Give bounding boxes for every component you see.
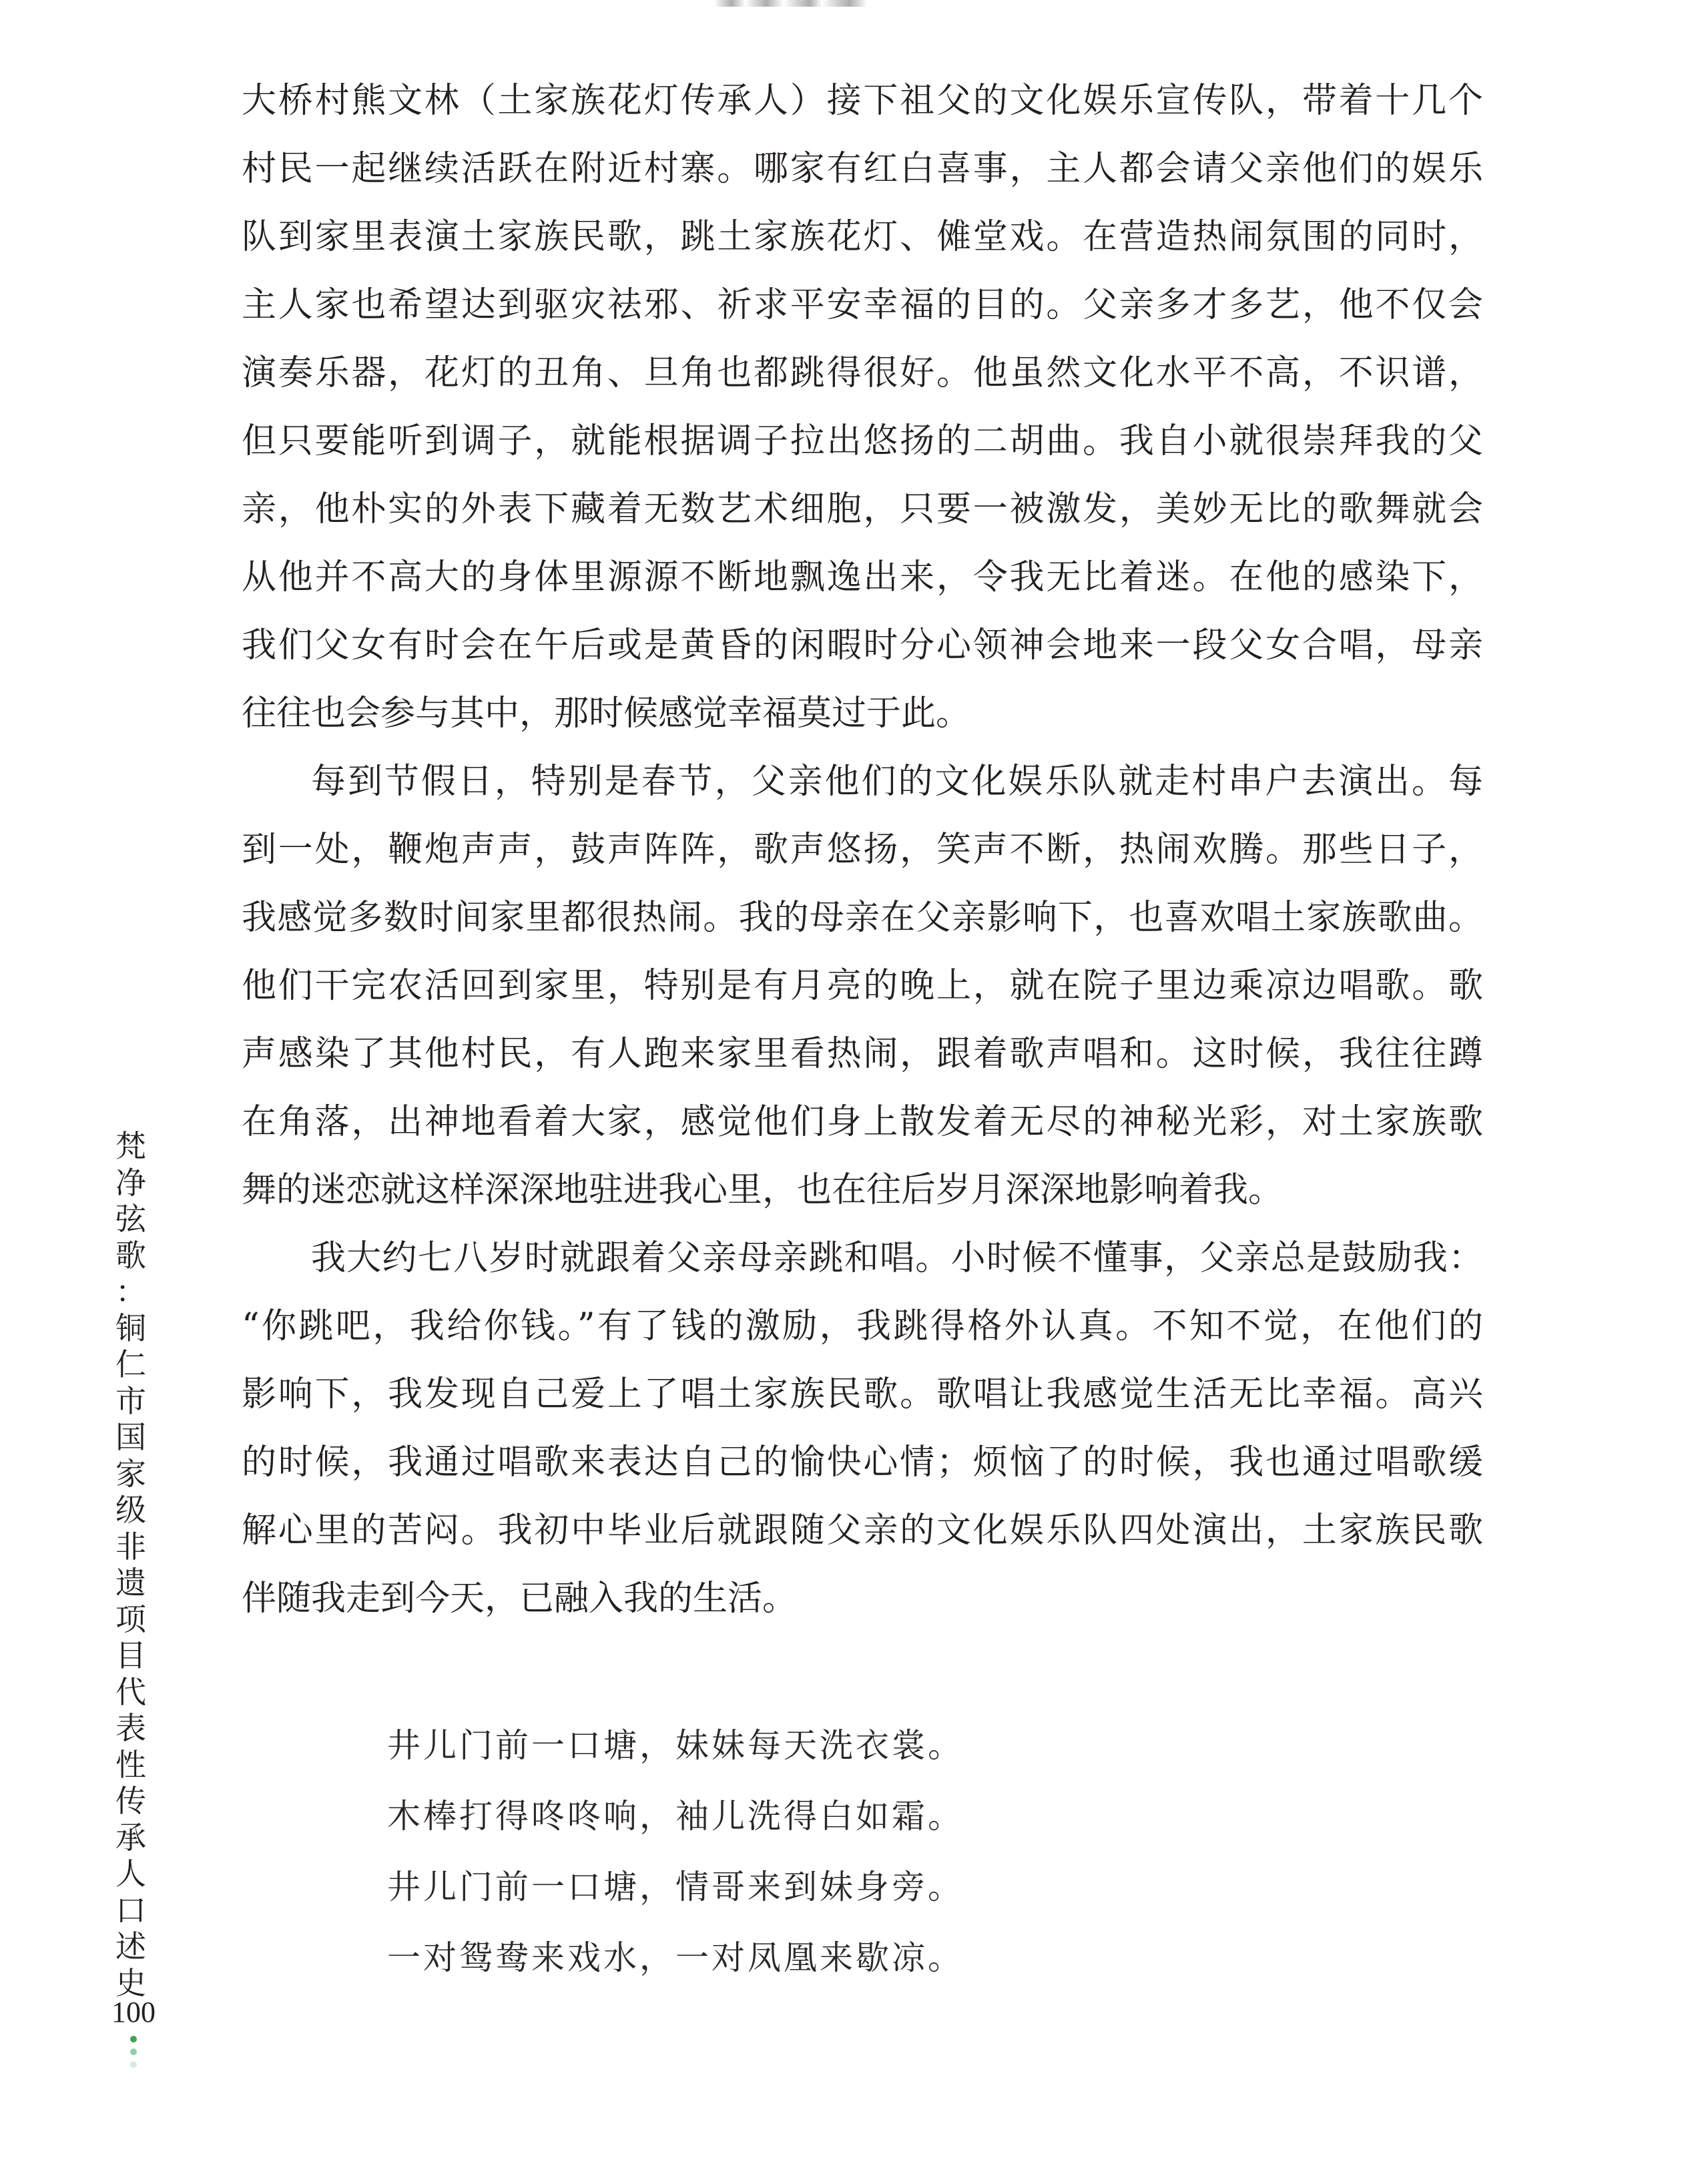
text-line: 伴随我走到今天，已融入我的生活。 (242, 1579, 798, 1619)
title-character: 项 (115, 1601, 146, 1637)
lyric-line: 一对鸳鸯来戏水，一对凤凰来歇凉。 (387, 1938, 964, 1977)
title-character: 梵 (115, 1128, 146, 1164)
paragraph-1 (242, 67, 1483, 748)
title-character: 净 (115, 1164, 146, 1201)
text-line: 在角落，出神地看着大家，感觉他们身上散发着无尽的神秘光彩，对土家族歌 (242, 1102, 1483, 1142)
lyric-line: 井儿门前一口塘，妹妹每天洗衣裳。 (387, 1726, 964, 1765)
title-character: 表 (115, 1710, 146, 1746)
title-character: 性 (115, 1746, 146, 1783)
text-line: 他们干完农活回到家里，特别是有月亮的晚上，就在院子里边乘凉边唱歌。歌 (242, 966, 1483, 1006)
title-character: 歌 (115, 1237, 146, 1274)
title-character: 史 (115, 1964, 146, 2001)
title-character: 级 (115, 1492, 146, 1528)
text-line: 但只要能听到调子，就能根据调子拉出悠扬的二胡曲。我自小就很崇拜我的父 (242, 421, 1483, 461)
lyric-line: 木棒打得咚咚响，袖儿洗得白如霜。 (387, 1797, 964, 1836)
title-character: 人 (115, 1856, 146, 1892)
title-character: 仁 (115, 1346, 146, 1382)
song-lyrics (387, 1710, 1388, 1993)
body-text (242, 67, 1483, 1633)
text-line: 往往也会参与其中，那时候感觉幸福莫过于此。 (242, 694, 971, 734)
text-line: 舞的迷恋就这样深深地驻进我心里，也在往后岁月深深地影响着我。 (242, 1170, 1284, 1210)
title-character: 述 (115, 1928, 146, 1964)
cropped-header-fragment (714, 0, 888, 7)
title-character: 非 (115, 1528, 146, 1565)
title-character: ： (115, 1274, 146, 1310)
text-line: 影响下，我发现自己爱上了唱土家族民歌。歌唱让我感觉生活无比幸福。高兴 (242, 1374, 1483, 1414)
title-character: 代 (115, 1673, 146, 1710)
paragraph-2 (242, 748, 1483, 1224)
text-line: 解心里的苦闷。我初中毕业后就跟随父亲的文化娱乐队四处演出，土家族民歌 (242, 1511, 1483, 1551)
text-line: 队到家里表演土家族民歌，跳土家族花灯、傩堂戏。在营造热闹氛围的同时， (242, 217, 1483, 257)
text-line: 大桥村熊文林（土家族花灯传承人）接下祖父的文化娱乐宣传队，带着十几个 (242, 81, 1483, 121)
ornament-dot (130, 2049, 137, 2055)
lyric-line: 井儿门前一口塘，情哥来到妹身旁。 (387, 1868, 964, 1906)
title-character: 铜 (115, 1310, 146, 1346)
title-character: 遗 (115, 1565, 146, 1601)
text-line: 每到节假日，特别是春节，父亲他们的文化娱乐队就走村串户去演出。每 (311, 762, 1483, 802)
title-character: 弦 (115, 1201, 146, 1237)
running-book-title (111, 1128, 151, 2001)
text-line: 我大约七八岁时就跟着父亲母亲跳和唱。小时候不懂事，父亲总是鼓励我： (311, 1238, 1483, 1278)
text-line: 到一处，鞭炮声声，鼓声阵阵，歌声悠扬，笑声不断，热闹欢腾。那些日子， (242, 830, 1483, 870)
title-character: 国 (115, 1419, 146, 1455)
title-character: 市 (115, 1382, 146, 1419)
text-line: 演奏乐器，花灯的丑角、旦角也都跳得很好。他虽然文化水平不高，不识谱， (242, 353, 1483, 393)
text-line: “你跳吧，我给你钱。”有了钱的激励，我跳得格外认真。不知不觉，在他们的 (242, 1306, 1483, 1346)
ornament-dot (130, 2061, 137, 2068)
page-number: 100 (111, 1996, 156, 2028)
text-line: 村民一起继续活跃在附近村寨。哪家有红白喜事，主人都会请父亲他们的娱乐 (242, 149, 1483, 189)
text-line: 从他并不高大的身体里源源不断地飘逸出来，令我无比着迷。在他的感染下， (242, 557, 1483, 597)
title-character: 口 (115, 1892, 146, 1928)
paragraph-3 (242, 1224, 1483, 1633)
title-character: 目 (115, 1637, 146, 1673)
text-line: 主人家也希望达到驱灾祛邪、祈求平安幸福的目的。父亲多才多艺，他不仅会 (242, 285, 1483, 325)
text-line: 声感染了其他村民，有人跑来家里看热闹，跟着歌声唱和。这时候，我往往蹲 (242, 1034, 1483, 1074)
page-number-ornament (128, 2036, 139, 2074)
ornament-dot (130, 2036, 137, 2042)
text-line: 亲，他朴实的外表下藏着无数艺术细胞，只要一被激发，美妙无比的歌舞就会 (242, 489, 1483, 529)
text-line: 的时候，我通过唱歌来表达自己的愉快心情；烦恼了的时候，我也通过唱歌缓 (242, 1442, 1483, 1482)
text-line: 我感觉多数时间家里都很热闹。我的母亲在父亲影响下，也喜欢唱土家族歌曲。 (242, 898, 1483, 938)
title-character: 传 (115, 1783, 146, 1819)
title-character: 承 (115, 1819, 146, 1856)
title-character: 家 (115, 1455, 146, 1492)
text-line: 我们父女有时会在午后或是黄昏的闲暇时分心领神会地来一段父女合唱，母亲 (242, 625, 1483, 665)
